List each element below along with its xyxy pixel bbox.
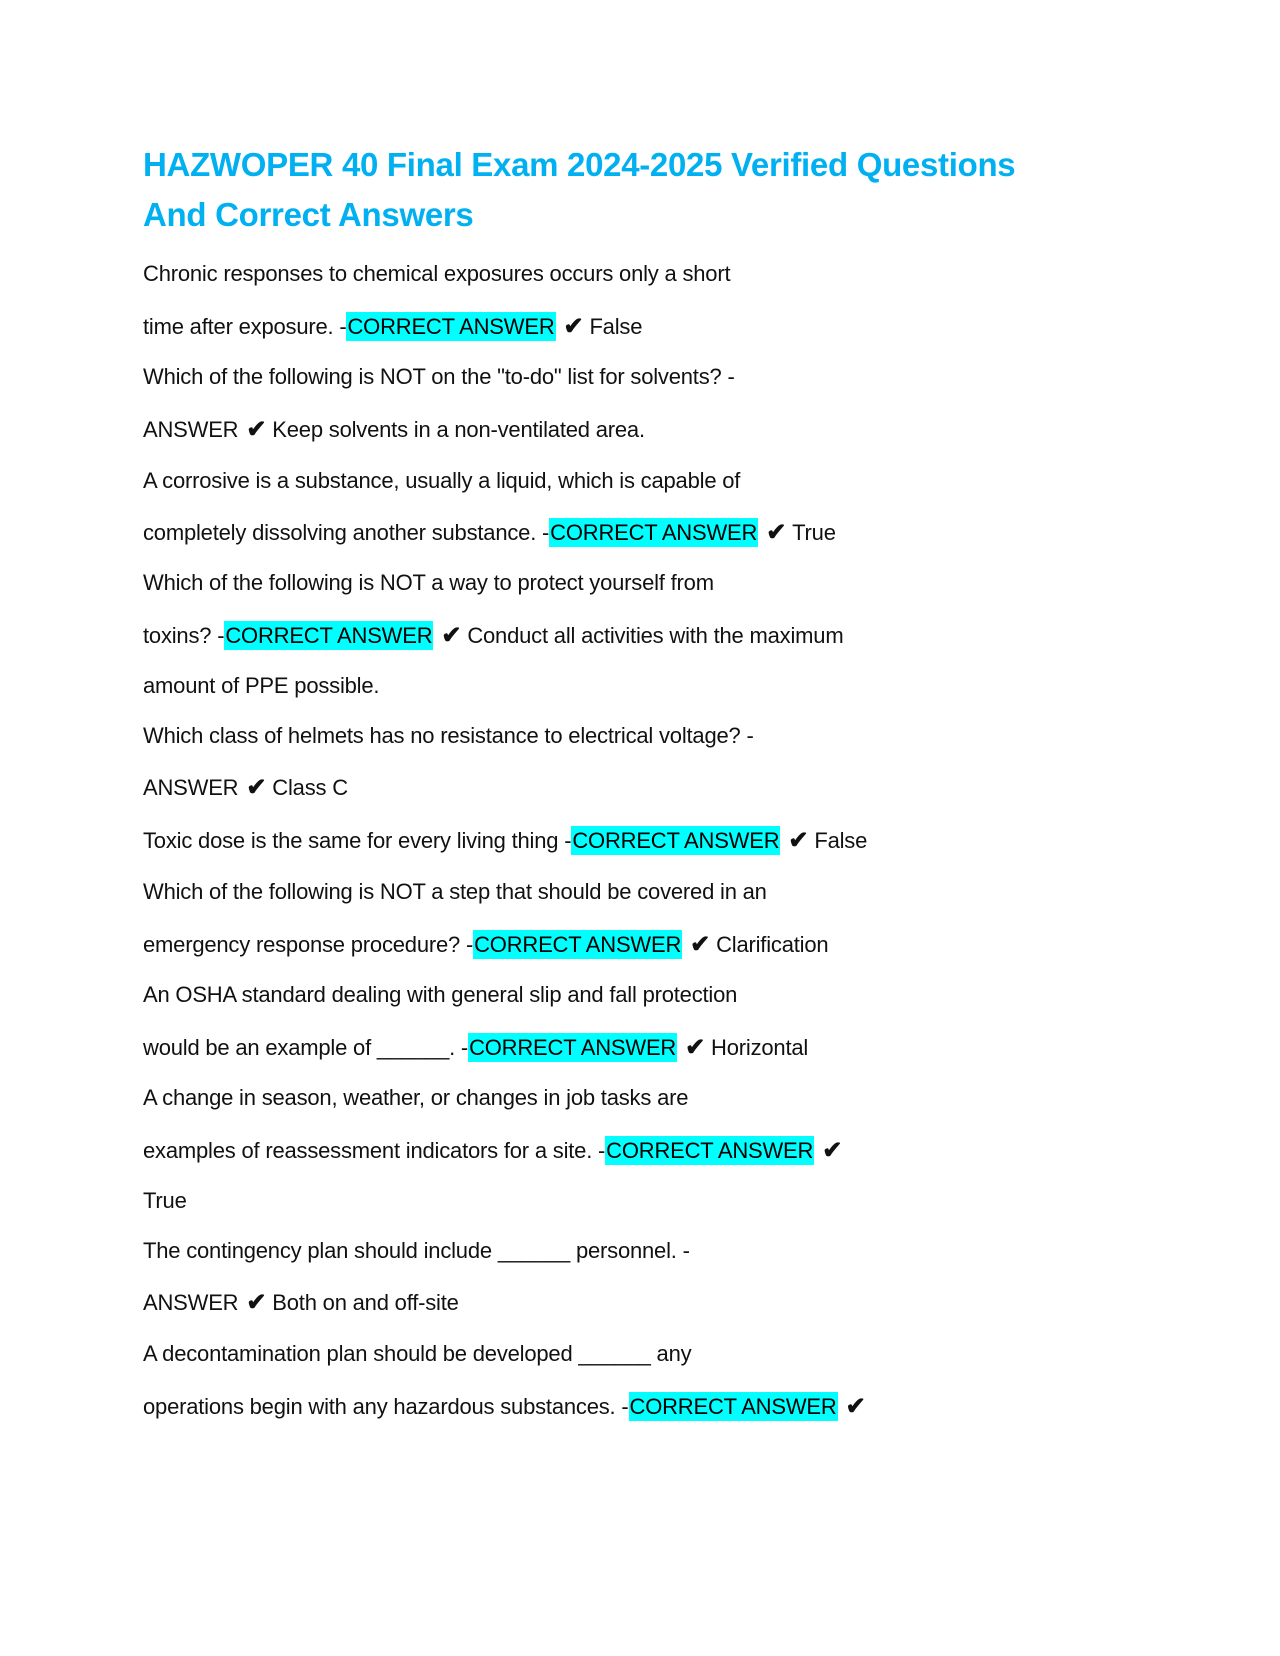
qa-line bbox=[143, 464, 740, 498]
answer-text: Horizontal bbox=[711, 1035, 809, 1060]
qa-line bbox=[143, 1031, 808, 1065]
qa-line bbox=[143, 771, 348, 805]
line-text: ANSWER bbox=[143, 417, 239, 442]
qa-line bbox=[143, 619, 843, 653]
line-text: A change in season, weather, or changes in job tasks are bbox=[143, 1085, 689, 1110]
correct-answer-highlight: CORRECT ANSWER bbox=[469, 1035, 677, 1060]
qa-line bbox=[143, 257, 730, 291]
line-text: time after exposure. - bbox=[143, 314, 347, 339]
answer-text: True bbox=[792, 520, 836, 545]
qa-line bbox=[143, 1286, 459, 1320]
line-text: examples of reassessment indicators for a site. - bbox=[143, 1138, 606, 1163]
line-text: Which of the following is NOT on the "to-do" list for solvents? - bbox=[143, 364, 735, 389]
line-text: Chronic responses to chemical exposures occurs only a short bbox=[143, 261, 731, 286]
correct-answer-highlight: CORRECT ANSWER bbox=[572, 828, 780, 853]
qa-line bbox=[143, 413, 645, 447]
qa-line bbox=[143, 1337, 691, 1371]
qa-line bbox=[143, 1234, 690, 1268]
line-text: True bbox=[143, 1188, 187, 1213]
answer-text: Conduct all activities with the maximum bbox=[467, 623, 844, 648]
document-title-line-1: HAZWOPER 40 Final Exam 2024-2025 Verified Questions bbox=[143, 146, 1016, 183]
checkmark-icon: ✔ bbox=[788, 827, 809, 854]
checkmark-icon: ✔ bbox=[563, 313, 584, 340]
answer-text: False bbox=[814, 828, 868, 853]
checkmark-icon: ✔ bbox=[246, 416, 267, 443]
checkmark-icon: ✔ bbox=[441, 622, 462, 649]
line-text: Toxic dose is the same for every living thing - bbox=[143, 828, 572, 853]
line-text: would be an example of ______. - bbox=[143, 1035, 469, 1060]
answer-text: Keep solvents in a non-ventilated area. bbox=[272, 417, 645, 442]
qa-line bbox=[143, 978, 737, 1012]
qa-line bbox=[143, 1134, 848, 1168]
qa-line bbox=[143, 824, 867, 858]
line-text: An OSHA standard dealing with general slip and fall protection bbox=[143, 982, 738, 1007]
answer-text: Both on and off-site bbox=[272, 1290, 459, 1315]
qa-line bbox=[143, 1390, 871, 1424]
qa-line bbox=[143, 516, 836, 550]
line-text: operations begin with any hazardous substances. - bbox=[143, 1394, 629, 1419]
line-text: amount of PPE possible. bbox=[143, 673, 380, 698]
line-text: completely dissolving another substance. - bbox=[143, 520, 550, 545]
checkmark-icon: ✔ bbox=[845, 1393, 866, 1420]
qa-line bbox=[143, 566, 714, 600]
qa-line bbox=[143, 1081, 688, 1115]
qa-line bbox=[143, 310, 642, 344]
line-text: A corrosive is a substance, usually a liquid, which is capable of bbox=[143, 468, 741, 493]
line-text: Which class of helmets has no resistance to electrical voltage? - bbox=[143, 723, 754, 748]
answer-text: Class C bbox=[272, 775, 348, 800]
correct-answer-highlight: CORRECT ANSWER bbox=[225, 623, 433, 648]
line-text: ANSWER bbox=[143, 1290, 239, 1315]
checkmark-icon: ✔ bbox=[246, 1289, 267, 1316]
qa-line bbox=[143, 719, 754, 753]
line-text: Which of the following is NOT a way to protect yourself from bbox=[143, 570, 714, 595]
answer-text: Clarification bbox=[716, 932, 829, 957]
qa-line bbox=[143, 928, 828, 962]
qa-line bbox=[143, 360, 735, 394]
checkmark-icon: ✔ bbox=[690, 931, 711, 958]
correct-answer-highlight: CORRECT ANSWER bbox=[629, 1394, 837, 1419]
qa-line bbox=[143, 669, 379, 703]
line-text: The contingency plan should include ______ personnel. - bbox=[143, 1238, 690, 1263]
checkmark-icon: ✔ bbox=[766, 519, 787, 546]
answer-text: False bbox=[589, 314, 643, 339]
line-text: Which of the following is NOT a step that should be covered in an bbox=[143, 879, 767, 904]
checkmark-icon: ✔ bbox=[822, 1137, 843, 1164]
correct-answer-highlight: CORRECT ANSWER bbox=[606, 1138, 814, 1163]
checkmark-icon: ✔ bbox=[685, 1034, 706, 1061]
line-text: ANSWER bbox=[143, 775, 239, 800]
correct-answer-highlight: CORRECT ANSWER bbox=[550, 520, 758, 545]
line-text: A decontamination plan should be developed ______ any bbox=[143, 1341, 692, 1366]
checkmark-icon: ✔ bbox=[246, 774, 267, 801]
qa-line bbox=[143, 875, 767, 909]
document-title-line-2: And Correct Answers bbox=[143, 196, 474, 233]
qa-line bbox=[143, 1184, 187, 1218]
line-text: toxins? - bbox=[143, 623, 225, 648]
correct-answer-highlight: CORRECT ANSWER bbox=[347, 314, 555, 339]
correct-answer-highlight: CORRECT ANSWER bbox=[474, 932, 682, 957]
line-text: emergency response procedure? - bbox=[143, 932, 474, 957]
